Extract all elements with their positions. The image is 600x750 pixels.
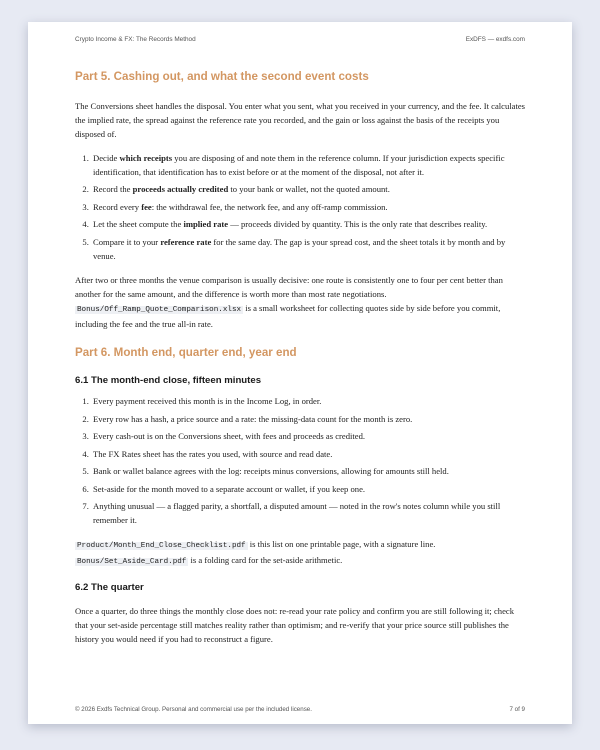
step-text: you are disposing of and note them in the reference column. If your jurisdiction expects specific identification, that identification has to exist before or at the moment of the disposal, not after it. [93, 152, 505, 177]
list-item: 3. Every cash-out is on the Conversions sheet, with fees and proceeds as credited. [91, 429, 525, 443]
list-item: 4. The FX Rates sheet has the rates you used, with source and read date. [91, 447, 525, 461]
running-footer [75, 706, 525, 713]
step-text: Record the [93, 184, 133, 195]
file-notes [75, 537, 525, 569]
month-end-checklist [75, 394, 525, 527]
file-reference: Bonus/Off_Ramp_Quote_Comparison.xlsx [77, 305, 242, 314]
section-6-2-heading: 6.2 The quarter [75, 582, 144, 594]
list-item: 2. Every row has a hash, a price source and a rate: the missing-data count for the month is zero. [91, 412, 525, 426]
file-reference: Product/Month_End_Close_Checklist.pdf [77, 542, 246, 551]
part5-steps [75, 151, 525, 263]
step-emphasis: which receipts [119, 152, 173, 163]
running-header [75, 36, 525, 43]
list-item [91, 200, 525, 214]
file-reference: Bonus/Set_Aside_Card.pdf [77, 558, 187, 567]
part5-closing [75, 273, 525, 331]
list-item [91, 182, 525, 196]
list-item [91, 235, 525, 263]
file-note-text: is a folding card for the set-aside arithmetic. [188, 555, 343, 566]
section-6-1-heading: 6.1 The month-end close, fifteen minutes [75, 374, 262, 386]
list-item [91, 217, 525, 231]
step-emphasis: reference rate [160, 236, 212, 247]
step-text: for the same day. The gap is your spread cost, and the sheet totals it by month and by venue. [93, 236, 506, 261]
closing-tail: is a small worksheet for collecting quotes side by side before you commit, including the fee and the true all-in rate. [75, 302, 501, 329]
page-number: 7 of 9 [509, 706, 525, 713]
document-page [28, 22, 572, 724]
step-text: Compare it to your [93, 236, 161, 247]
file-note-text: is this list on one printable page, with a signature line. [247, 539, 436, 550]
step-text: Record every [93, 201, 142, 212]
step-text: Let the sheet compute the [93, 219, 184, 230]
section-6-2-text: Once a quarter, do three things the monthly close does not: re-read your rate policy and confirm you are still following it; check that your set-aside percentage still matches reality rather than optimism; and re-verify that your price source still publishes the history you would need if you had to reconstruct a figure. [75, 605, 514, 644]
step-text: — proceeds divided by quantity. This is the only rate that describes reality. [228, 219, 488, 230]
header-site: ExDFS — exdfs.com [465, 36, 525, 43]
footer-copyright: © 2026 Exdfs Technical Group. Personal and commercial use per the included license. [75, 706, 312, 713]
page-content [75, 70, 525, 656]
part5-intro: The Conversions sheet handles the disposal. You enter what you sent, what you received in your currency, and the fee. It calculates the implied rate, the spread against the reference rate you recorded, and the gain or loss against the basis of the receipts you disposed of. [75, 100, 526, 139]
step-text: Decide [93, 152, 120, 163]
step-text: to your bank or wallet, not the quoted amount. [228, 184, 390, 195]
step-emphasis: fee [141, 201, 152, 212]
list-item [91, 151, 525, 179]
step-emphasis: proceeds actually credited [132, 184, 229, 195]
list-item: 5. Bank or wallet balance agrees with the log: receipts minus conversions, allowing for amounts still held. [91, 464, 525, 478]
closing-text: After two or three months the venue comparison is usually decisive: one route is consistently one to four per cent better than another for the same amount, and the difference is worth more than most rate negotiations. [75, 274, 503, 299]
part6-heading: Part 6. Month end, quarter end, year end [75, 345, 297, 359]
list-item: 1. Every payment received this month is in the Income Log, in order. [91, 394, 525, 408]
header-title: Crypto Income & FX: The Records Method [75, 36, 196, 43]
step-text: : the withdrawal fee, the network fee, and any off-ramp commission. [151, 201, 388, 212]
list-item: 6. Set-aside for the month moved to a separate account or wallet, if you keep one. [91, 482, 525, 496]
list-item: 7. Anything unusual — a flagged parity, a shortfall, a disputed amount — noted in the row's notes column while you still remember it. [91, 499, 525, 527]
part5-heading: Part 5. Cashing out, and what the second event costs [75, 70, 369, 83]
step-emphasis: implied rate [183, 219, 229, 230]
